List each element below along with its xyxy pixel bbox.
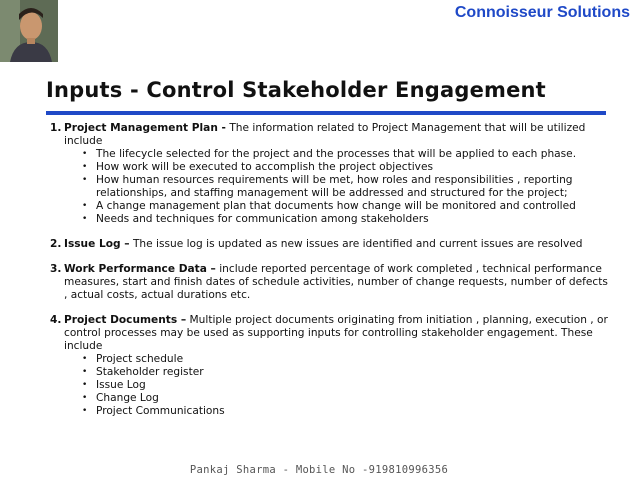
item-number: 2.: [50, 238, 62, 250]
input-list: [50, 122, 610, 430]
bullet-item: • Project schedule: [80, 353, 610, 366]
item-heading: Project Management Plan -: [64, 122, 226, 134]
bullet-item: • Needs and techniques for communication among stakeholders: [80, 213, 610, 226]
item-text: include reported percentage of work completed , technical performance measures, start and finish dates of schedule activities, number of change requests, number of defects , actual costs, actual durations etc.: [64, 263, 608, 301]
list-item: [50, 314, 610, 418]
item-number: 3.: [50, 263, 62, 275]
item-heading: Issue Log –: [64, 238, 130, 250]
bullet-item: • The lifecycle selected for the project and the processes that will be applied to each phase.: [80, 148, 610, 161]
item-heading: Project Documents –: [64, 314, 187, 326]
item-number: 4.: [50, 314, 62, 326]
presenter-photo: [0, 0, 58, 62]
bullet-item: • How human resources requirements will be met, how roles and responsibilities , reporting relationships, and staffing management will be addressed and structured for the project;: [80, 174, 610, 200]
slide-title: Inputs - Control Stakeholder Engagement: [46, 78, 546, 102]
bullet-item: • How work will be executed to accomplish the project objectives: [80, 161, 610, 174]
bullet-item: • A change management plan that documents how change will be monitored and controlled: [80, 200, 610, 213]
bullet-item: • Stakeholder register: [80, 366, 610, 379]
bullet-item: • Change Log: [80, 392, 610, 405]
item-text: Multiple project documents originating from initiation , planning, execution , or control processes may be used as supporting inputs for controlling stakeholder engagement. These include: [64, 314, 608, 352]
list-item: [50, 122, 610, 226]
bullet-item: • Issue Log: [80, 379, 610, 392]
bullet-item: • Project Communications: [80, 405, 610, 418]
item-text: The information related to Project Management that will be utilized include: [64, 122, 586, 147]
list-item: [50, 263, 610, 302]
item-number: 1.: [50, 122, 62, 134]
brand-name: Connoisseur Solutions: [454, 4, 630, 21]
item-heading: Work Performance Data –: [64, 263, 216, 275]
bullet-list: [64, 148, 610, 226]
item-text: The issue log is updated as new issues are identified and current issues are resolved: [132, 238, 583, 250]
list-item: [50, 238, 610, 251]
title-underline: [46, 111, 606, 115]
footer-contact: Pankaj Sharma - Mobile No -919810996356: [189, 464, 449, 476]
bullet-list: [64, 353, 610, 418]
